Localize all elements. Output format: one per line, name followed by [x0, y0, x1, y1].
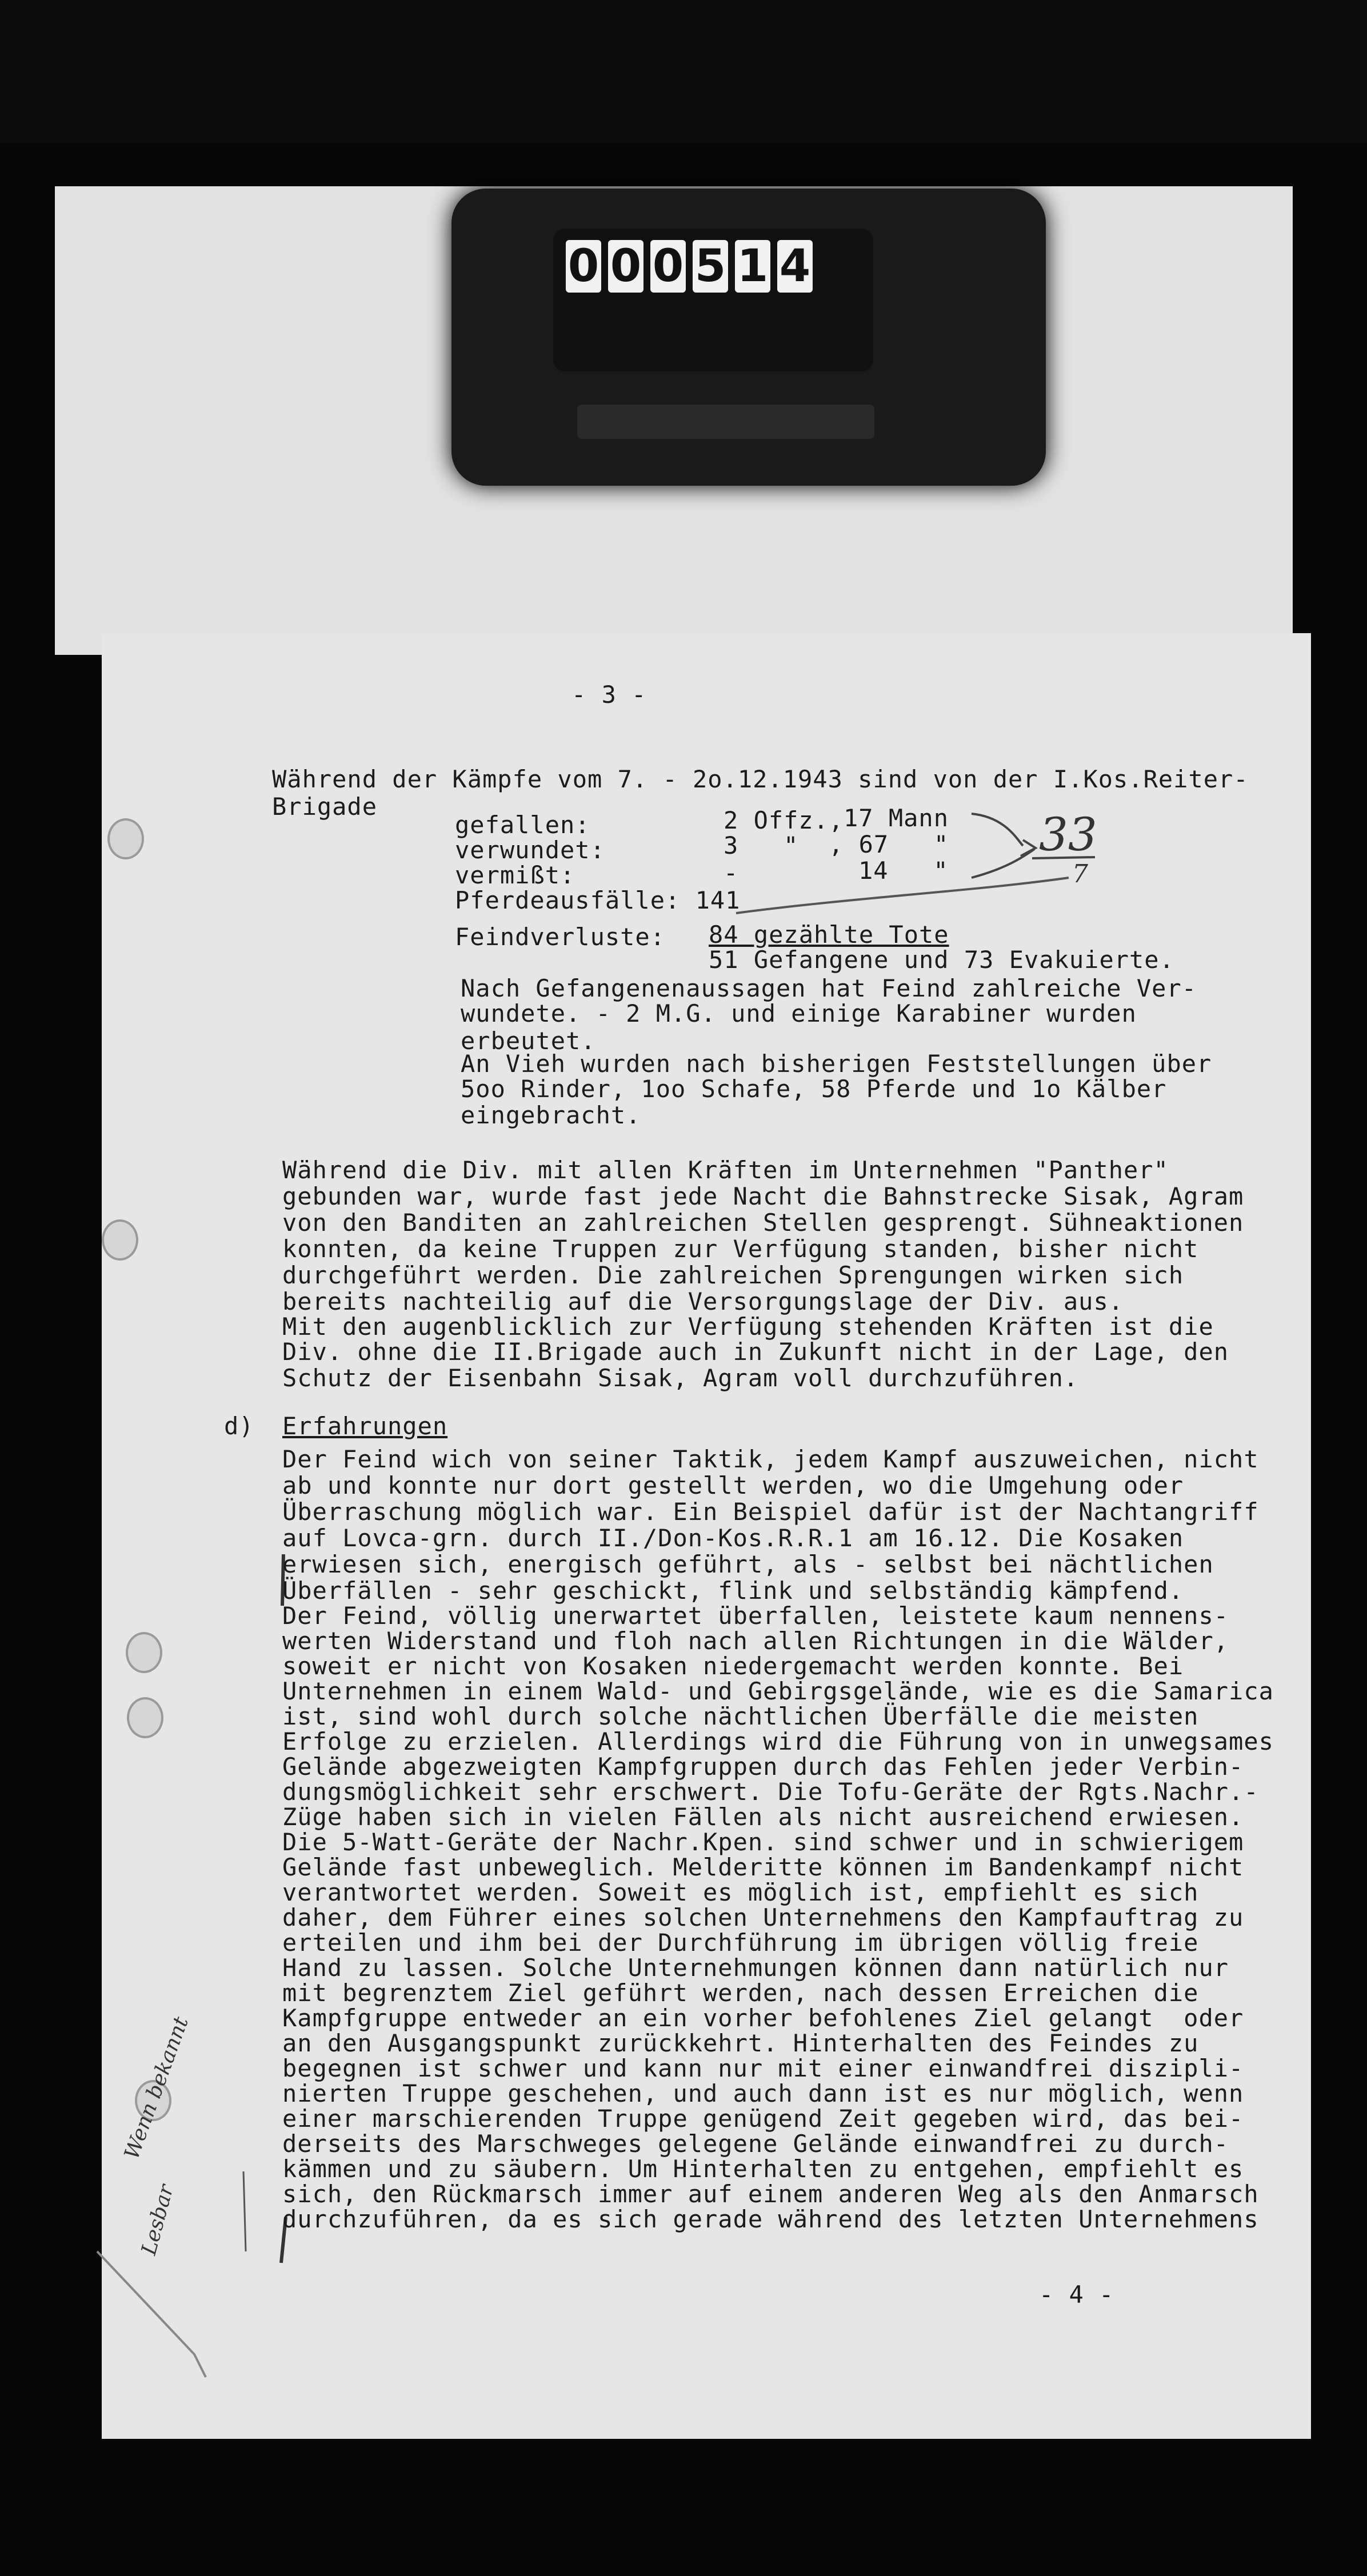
intro-line-1: Während der Kämpfe vom 7. - 2o.12.1943 sind von der I.Kos.Reiter- — [272, 765, 1249, 793]
experience-line: verantwortet werden. Soweit es möglich ist, empfiehlt es sich — [282, 1878, 1199, 1906]
panther-line: Während die Div. mit allen Kräften im Unternehmen "Panther" — [282, 1156, 1169, 1184]
experience-line: werten Widerstand und floh nach allen Richtungen in die Wälder, — [282, 1627, 1229, 1655]
loss-label: verwundet: — [455, 836, 605, 864]
loss-men: 17 Mann — [844, 804, 949, 832]
experience-line: ab und konnte nur dort gestellt werden, wo die Umgehung oder — [282, 1471, 1184, 1499]
experience-line: Gelände fast unbeweglich. Melderitte können im Bandenkampf nicht — [282, 1853, 1244, 1881]
page-number-top: - 3 - — [571, 681, 647, 709]
experience-line: Hand zu lassen. Solche Unternehmungen können dann natürlich nur — [282, 1954, 1229, 1982]
experience-line: sich, den Rückmarsch immer auf einem anderen Weg als den Anmarsch — [282, 2180, 1259, 2208]
experience-line: erteilen und ihm bei der Durchführung im übrigen völlig freie — [282, 1929, 1199, 1957]
loss-label: gefallen: — [455, 811, 590, 839]
experience-line: ist, sind wohl durch solche nächtlichen Überfälle die meisten — [282, 1702, 1199, 1730]
enemy-dead: 84 gezählte Tote — [709, 921, 949, 949]
handwritten-mark: 7 — [1072, 859, 1088, 889]
experience-line: dungsmöglichkeit sehr erschwert. Die Tofu-Geräte der Rgts.Nachr.- — [282, 1778, 1259, 1806]
counter-digit: 0 — [608, 240, 643, 293]
experience-line: begegnen ist schwer und kann nur mit einer einwandfrei diszipli- — [282, 2054, 1244, 2082]
experience-line: auf Lovca-grn. durch II./Don-Kos.R.R.1 am 16.12. Die Kosaken — [282, 1524, 1184, 1552]
experience-line: Züge haben sich in vielen Fällen als nicht ausreichend erwiesen. — [282, 1803, 1244, 1831]
section-heading: Erfahrungen — [282, 1412, 448, 1440]
experience-line: Die 5-Watt-Geräte der Nachr.Kpen. sind schwer und in schwierigem — [282, 1828, 1244, 1856]
experience-line: Der Feind, völlig unerwartet überfallen, leistete kaum nennens- — [282, 1602, 1229, 1630]
counter-digit: 0 — [650, 240, 686, 293]
loss-men: 14 " — [858, 857, 949, 885]
enemy-captured: 51 Gefangene und 73 Evakuierte. — [709, 946, 1174, 974]
loss-officers: 3 " — [724, 831, 799, 859]
experience-line: derseits des Marschweges gelegene Gelände einwandfrei zu durch- — [282, 2130, 1229, 2158]
experience-line: Der Feind wich von seiner Taktik, jedem Kampf auszuweichen, nicht — [282, 1445, 1259, 1473]
experience-line: erwiesen sich, energisch geführt, als - selbst bei nächtlichen — [282, 1550, 1214, 1578]
loss-officers: 2 Offz., — [724, 806, 844, 834]
experience-line: Unternehmen in einem Wald- und Gebirgsgelände, wie es die Samarica — [282, 1677, 1274, 1705]
counter-digit: 1 — [735, 240, 770, 293]
loss-men: , 67 " — [829, 830, 949, 858]
handwritten-margin-note: Lesbar — [137, 2182, 179, 2258]
loss-officers: - — [724, 859, 739, 887]
counter-digit: 0 — [566, 240, 601, 293]
counter-digit: 4 — [777, 240, 813, 293]
experience-line: Erfolge zu erzielen. Allerdings wird die Führung von in unwegsames — [282, 1727, 1274, 1755]
enemy-line: eingebracht. — [461, 1101, 641, 1129]
section-marker: d) — [224, 1412, 254, 1440]
experience-line: Überraschung möglich war. Ein Beispiel dafür ist der Nachtangriff — [282, 1498, 1259, 1526]
experience-line: nierten Truppe geschehen, und auch dann ist es nur möglich, wenn — [282, 2079, 1244, 2107]
experience-line: Gelände abgezweigten Kampfgruppen durch das Fehlen jeder Verbin- — [282, 1753, 1244, 1781]
panther-line: Mit den augenblicklich zur Verfügung stehenden Kräften ist die — [282, 1313, 1214, 1341]
panther-line: bereits nachteilig auf die Versorgungslage der Div. aus. — [282, 1287, 1124, 1315]
enemy-line: An Vieh wurden nach bisherigen Feststellungen über — [461, 1050, 1212, 1078]
panther-line: von den Banditen an zahlreichen Stellen gesprengt. Sühneaktionen — [282, 1209, 1244, 1237]
panther-line: konnten, da keine Truppen zur Verfügung standen, bisher nicht — [282, 1235, 1199, 1263]
counter-digit: 5 — [693, 240, 728, 293]
enemy-line: 5oo Rinder, 1oo Schafe, 58 Pferde und 1o Kälber — [461, 1075, 1167, 1103]
page-number-bottom: - 4 - — [1039, 2281, 1114, 2309]
experience-line: soweit er nicht von Kosaken niedergemacht werden konnte. Bei — [282, 1652, 1184, 1680]
enemy-line: wundete. - 2 M.G. und einige Karabiner wurden — [461, 999, 1137, 1027]
handwritten-sum: 33 — [1039, 808, 1097, 861]
panther-line: Schutz der Eisenbahn Sisak, Agram voll durchzuführen. — [282, 1364, 1079, 1392]
enemy-losses-label: Feindverluste: — [455, 923, 666, 951]
experience-line: durchzuführen, da es sich gerade während des letzten Unternehmens — [282, 2205, 1259, 2233]
handwritten-margin-note: Wenn bekannt — [120, 2014, 194, 2163]
panther-line: gebunden war, wurde fast jede Nacht die Bahnstrecke Sisak, Agram — [282, 1182, 1244, 1210]
experience-line: an den Ausgangspunkt zurückkehrt. Hinterhalten des Feindes zu — [282, 2029, 1199, 2057]
experience-line: Überfällen - sehr geschickt, flink und selbständig kämpfend. — [282, 1577, 1184, 1605]
panther-line: Div. ohne die II.Brigade auch in Zukunft nicht in der Lage, den — [282, 1338, 1229, 1366]
loss-label: vermißt: — [455, 861, 575, 889]
experience-line: Kampfgruppe entweder an ein vorher befohlenes Ziel gelangt oder — [282, 2004, 1244, 2032]
enemy-line: erbeutet. — [461, 1027, 596, 1055]
experience-line: daher, dem Führer eines solchen Unternehmens den Kampfauftrag zu — [282, 1903, 1244, 1931]
experience-line: einer marschierenden Truppe genügend Zeit gegeben wird, das bei- — [282, 2105, 1244, 2133]
intro-line-2: Brigade — [272, 793, 378, 821]
experience-line: mit begrenztem Ziel geführt werden, nach dessen Erreichen die — [282, 1979, 1199, 2007]
enemy-line: Nach Gefangenenaussagen hat Feind zahlreiche Ver- — [461, 974, 1197, 1002]
panther-line: durchgeführt werden. Die zahlreichen Sprengungen wirken sich — [282, 1261, 1184, 1289]
horse-losses: Pferdeausfälle: 141 — [455, 886, 741, 914]
experience-line: kämmen und zu säubern. Um Hinterhalten zu entgehen, empfiehlt es — [282, 2155, 1244, 2183]
